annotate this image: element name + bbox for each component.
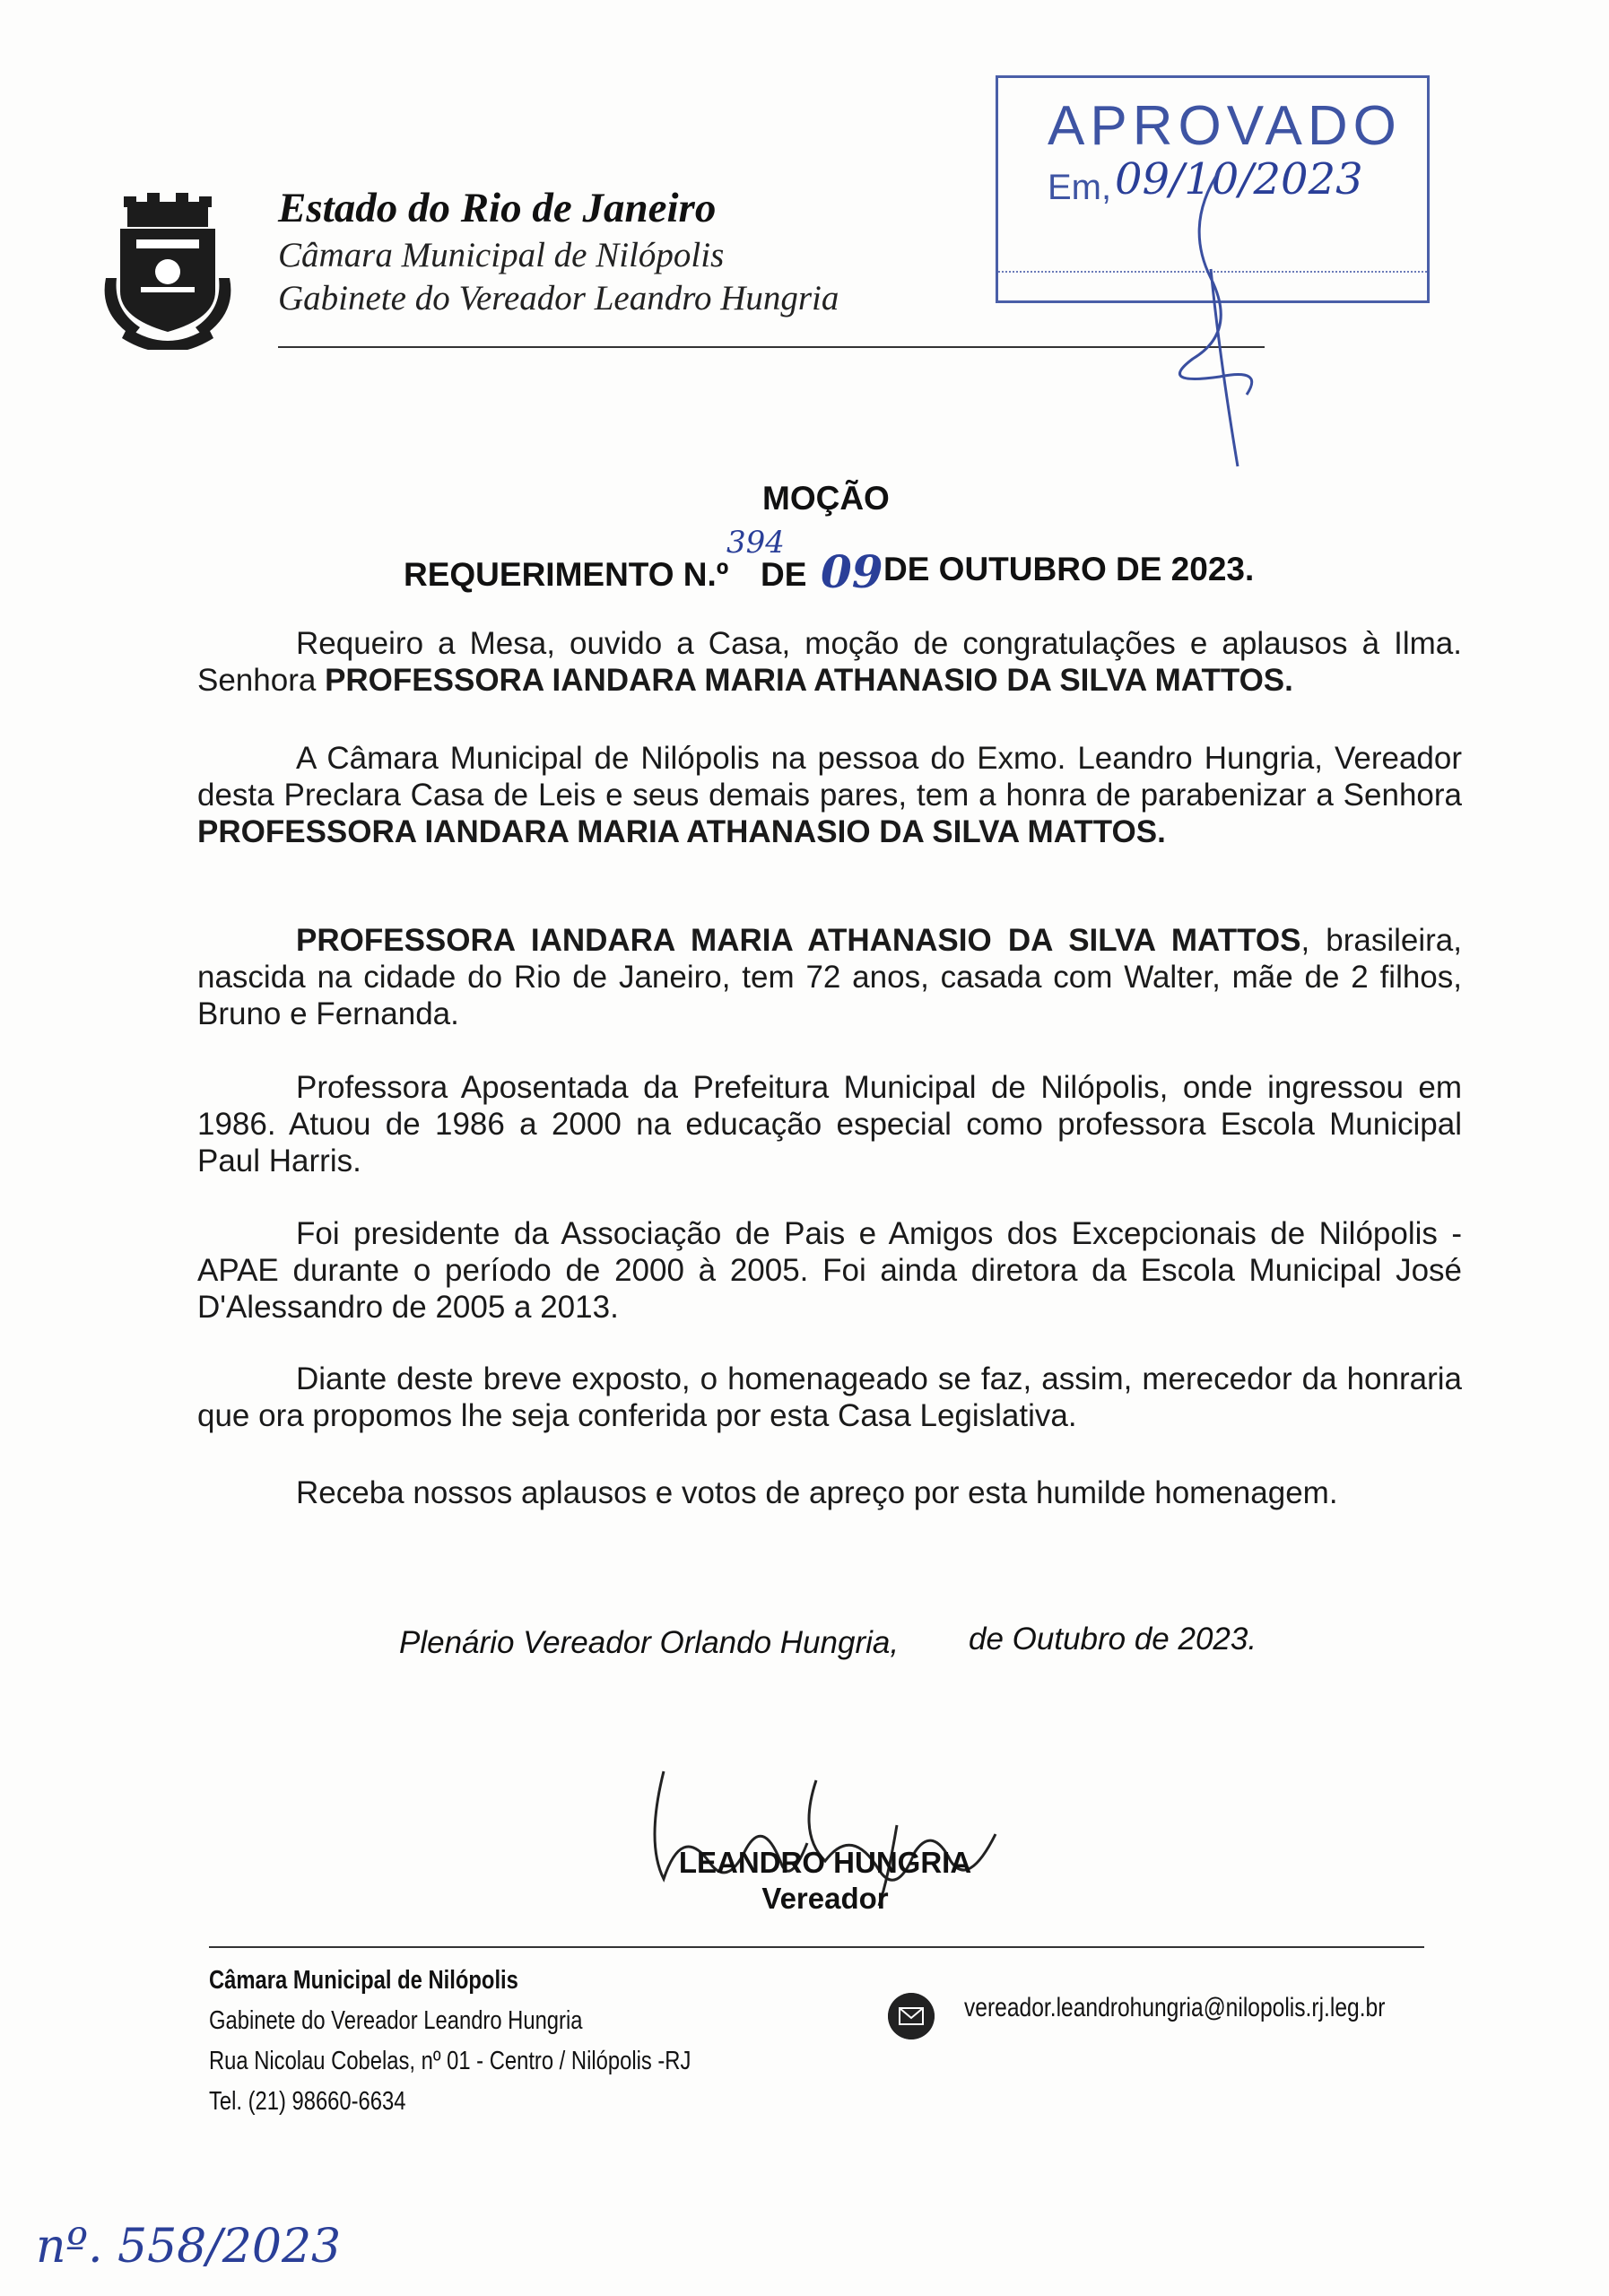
date-line: de Outubro de 2023. (969, 1622, 1257, 1657)
signer-role: Vereador (761, 1882, 889, 1915)
footer-divider (209, 1946, 1424, 1948)
handwritten-protocol-number: nº. 558/2023 (36, 2220, 342, 2274)
header-office-name: Gabinete do Vereador Leandro Hungria (278, 279, 839, 317)
header-state-name: Estado do Rio de Janeiro (278, 185, 717, 231)
footer-phone: Tel. (21) 98660-6634 (209, 2087, 406, 2116)
footer-chamber: Câmara Municipal de Nilópolis (209, 1966, 518, 1995)
body-paragraph: Receba nossos aplausos e votos de apreço por esta humilde homenagem. (296, 1475, 1338, 1510)
municipal-crest-icon (100, 193, 235, 350)
body-paragraph: PROFESSORA IANDARA MARIA ATHANASIO DA SILVA MATTOS, brasileira, nascida na cidade do Rio de Janeiro, tem 72 anos, casada com Walter, mãe de 2 filhos, Bruno e Fernanda. (197, 923, 1462, 1031)
place-line: Plenário Vereador Orlando Hungria, (399, 1625, 900, 1660)
footer-office: Gabinete do Vereador Leandro Hungria (209, 2006, 583, 2035)
stamp-em-label: Em, (1048, 168, 1112, 207)
body-paragraph: Diante deste breve exposto, o homenageado se faz, assim, merecedor da honraria que ora propomos lhe seja conferida por esta Casa Legislativa. (197, 1361, 1462, 1433)
body-paragraph: Foi presidente da Associação de Pais e Amigos dos Excepcionais de Nilópolis - APAE durante o período de 2000 à 2005. Foi ainda diretora da Escola Municipal José D'Alessandro de 2005 a 2013. (197, 1216, 1462, 1325)
request-day-handwritten: 09 (821, 545, 883, 598)
request-de-label: DE (761, 556, 807, 593)
header-chamber-name: Câmara Municipal de Nilópolis (278, 236, 725, 274)
request-label: REQUERIMENTO N.º (404, 556, 729, 593)
footer-address: Rua Nicolau Cobelas, nº 01 - Centro / Nilópolis -RJ (209, 2047, 691, 2075)
stamp-handwritten-date: 09/10/2023 (1115, 154, 1363, 204)
footer-email-link[interactable]: vereador.leandrohungria@nilopolis.rj.leg.br (964, 1993, 1386, 2022)
document-type: MOÇÃO (762, 480, 890, 517)
envelope-icon (888, 1993, 935, 2039)
stamp-approved-text: APROVADO (1048, 95, 1402, 157)
header-divider (278, 346, 1265, 348)
body-paragraph: Requeiro a Mesa, ouvido a Casa, moção de congratulações e aplausos à Ilma. Senhora PROFESSORA IANDARA MARIA ATHANASIO DA SILVA MATTOS. (197, 626, 1462, 698)
request-number-handwritten: 394 (726, 525, 785, 561)
body-paragraph: A Câmara Municipal de Nilópolis na pessoa do Exmo. Leandro Hungria, Vereador desta Preclara Casa de Leis e seus demais pares, tem a honra de parabenizar a Senhora PROFESSORA IANDARA MARIA ATHANASIO DA SILVA MATTOS. (197, 741, 1462, 849)
body-paragraph: Professora Aposentada da Prefeitura Municipal de Nilópolis, onde ingressou em 1986. Atuou de 1986 a 2000 na educação especial como professora Escola Municipal Paul Harris. (197, 1070, 1462, 1178)
signer-name: LEANDRO HUNGRIA (678, 1846, 972, 1879)
stamp-signature-scribble (1157, 161, 1283, 475)
request-date: DE OUTUBRO DE 2023. (883, 551, 1255, 587)
